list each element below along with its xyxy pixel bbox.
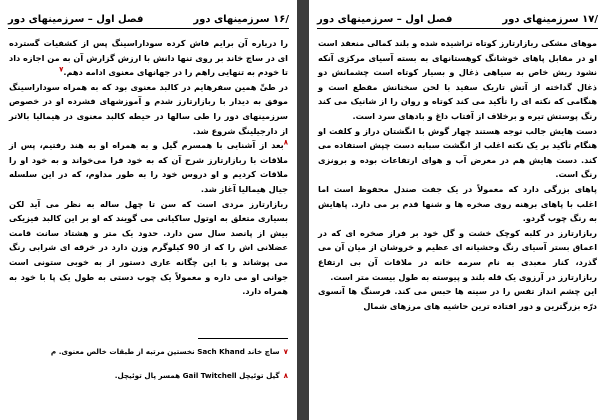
right-page-number: /۱۷ سرزمینهای دور bbox=[502, 14, 598, 25]
left-page-body bbox=[9, 36, 288, 299]
right-page-header bbox=[317, 10, 598, 30]
left-page-number: /۱۶ سرزمینهای دور bbox=[193, 14, 289, 25]
left-chapter-title: فصل اول – سرزمینهای دور bbox=[8, 14, 144, 25]
footnote-ref: ۷ bbox=[59, 65, 64, 74]
paragraph: را درباره آن برایم فاش کرده سوداراسینگ پس از کشفیات گسترده ای در ساچ خاند بر روی تنها دانش با ارزش گزارش آن به من اجازه داد تا خودم به تنهایی راهم را در جهانهای معنوی ادامه دهم.$^۷$ bbox=[9, 38, 288, 78]
footnote: ۷ساچ خاند Sach Khand نخستین مرتبه از طبقات خالص معنوی. م bbox=[50, 347, 288, 356]
left-page-header bbox=[8, 10, 289, 30]
paragraph: ربازارتارز مردی است که سن تا چهل ساله به نظر می آید لکن بسیاری متعلق به اوتول ساکیانی می گویند که او بر این کالبد فیزیکی بیش از پانصد سال سن دارد. حدود یک متر و هشتاد سانت قامت عضلانی اش را که از 90 کیلوگرم وزن دارد در خرقه ای شرابی رنگ می پوشاند و با این چگانه عاری دستور از به خوبی ستونی است جوانی او می داره و معمولاً یک چوب دستی به طول یک پا با خود به همراه دارد. bbox=[9, 198, 288, 297]
paragraph: پاهای بزرگی دارد که معمولاً در یک جفت صندل محفوظ است اما اغلب با پاهای برهنه روی صخره ها و شنها قدم بر می دارد. پاهایش به رنگ چوب گردو. bbox=[318, 183, 597, 224]
book-gutter bbox=[297, 0, 309, 420]
footnote: ۸گیل توئیچل Gail Twitchell همسر پال توئیچل. bbox=[114, 371, 288, 380]
header-rule bbox=[8, 28, 289, 29]
left-page bbox=[0, 0, 297, 420]
right-page bbox=[309, 0, 606, 420]
right-page-body bbox=[318, 36, 597, 313]
paragraph: ربازارتارز در کلبه کوچک خشت و گل خود بر فراز صخره ای که در اعماق بستر آسیای رنگ وحشیانه ای عظیم و خروشان از میان آن می گذرد، کنار معبدی به نام سرمه خانه در ملاقات آن بی ارتفاع ربازارتارز در آرزوی یک قله بلند و پیوسته به طول بیست متر است. bbox=[318, 227, 597, 282]
paragraph: $^۸$بعد از آشنایی با همسرم گیل و به همراه او به هند رفتیم، پس از ملاقات با ربازارتارز شرح آن که به خود فرا می‌خواند و به خود او را ملاقات کردیم و او دروس خود را به طور مداوم، که در این سلسله جیال هیمالیا آغاز شد. bbox=[9, 138, 288, 194]
paragraph: دست هایش جالب توجه هستند چهار گوش با انگشتان دراز و کلفت او هنگام تأکید بر یک نکته اغلب از انگشت سبابه دست چپش استفاده می کند. دست هایش هم در معرض آب و هوای ارتفاعات بوده و برونزی رنگ است. bbox=[318, 125, 597, 180]
footnote-ref: ۸ bbox=[283, 138, 288, 147]
right-chapter-title: فصل اول – سرزمینهای دور bbox=[317, 14, 453, 25]
paragraph: در طیِّ همین سفرهایم در کالبد معنوی بود که به همراه سوداراسینگ موفق به دیدار با ربازارتارز شدم و آموزشهای فشرده او در خصوص سرزمینهای دور را طی سالها در حیطه کالبد معنوی در هیمالیا بالاتر از دارجیلینگ شروع شد. bbox=[9, 81, 288, 136]
paragraph: این چشم انداز تفس را در سینه ها حبس می کند. فرسنگ ها آنسوی درّه بزرگترین و دور افتاده ترین حاشیه های مرزهای شمال bbox=[318, 286, 597, 311]
footnotes bbox=[9, 346, 288, 394]
paragraph: موهای مشکی ربازارتارز کوتاه تراشیده شده و بلند کمالی منعقد است او در مقابل پاهای خوشانگ کوهستانهای به بسته آسیای مرکزی آنکه نشود ریش خاص به سیاهی ذغال و بسیار کوتاه است چشمانش دو ذغال گداخته از آتش تاریک سفید با لحن سخنانش مقطع است و هنگامی که نکته ای را تأکید می کند کوتاه و روان را از شانیک می کند رنگ پوستش تیره و برخلاف از آفتاب داغ و بادهای سرد است. bbox=[318, 38, 597, 121]
footnote-rule bbox=[198, 338, 288, 339]
header-rule bbox=[317, 28, 598, 29]
